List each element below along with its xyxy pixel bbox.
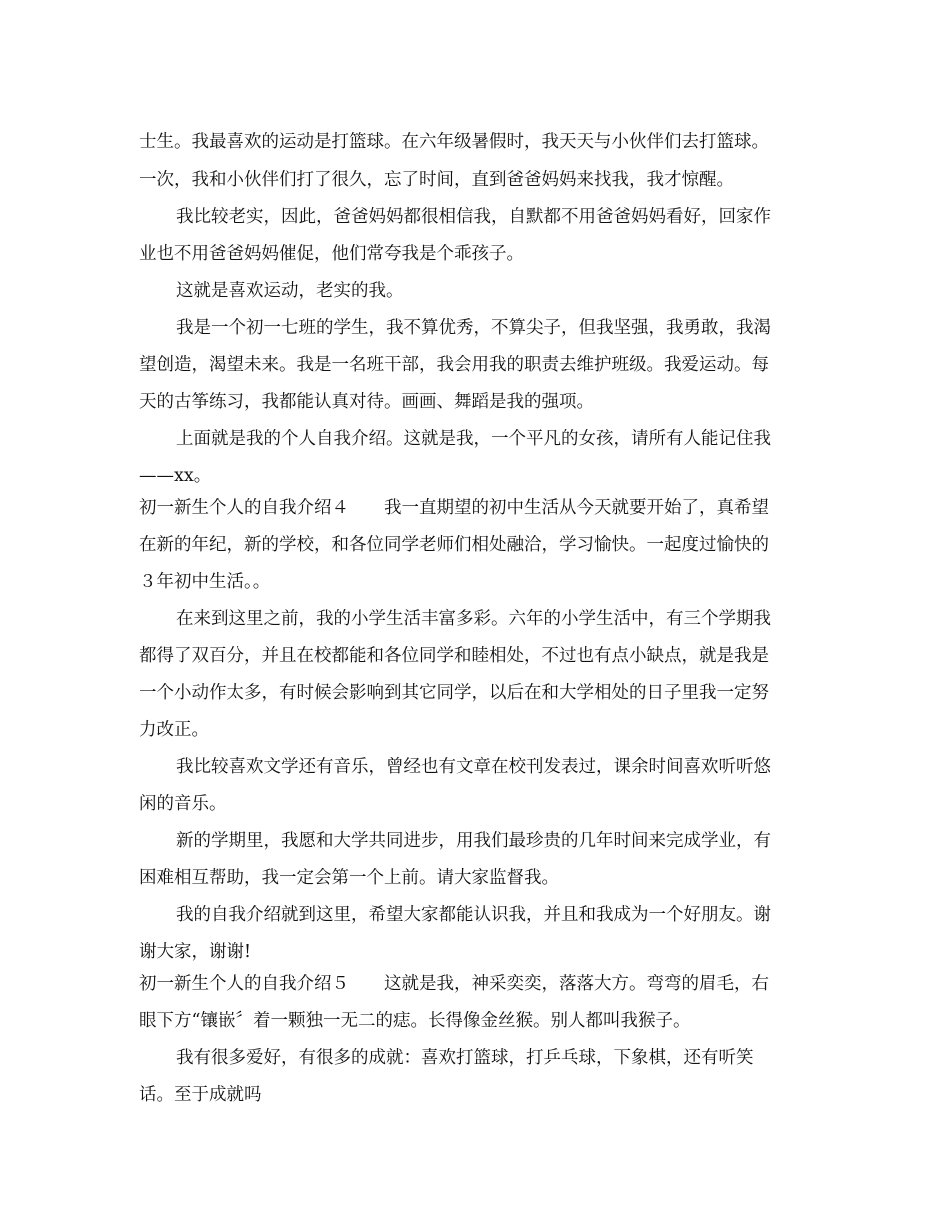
- text-line: 新的学期里，我愿和大学共同进步，用我们最珍贵的几年时间来完成学业，有: [176, 831, 771, 851]
- text-line: 话。至于成就吗: [139, 1085, 262, 1105]
- text-line: 一个小动作太多，有时候会影响到其它同学，以后在和大学相处的日子里我一定努: [139, 683, 769, 703]
- text-line: 我有很多爱好，有很多的成就：喜欢打篮球，打乒乓球，下象棋，还有听笑: [176, 1048, 754, 1068]
- text-line: 这就是喜欢运动，老实的我。: [176, 281, 404, 301]
- text-line: 在新的年纪，新的学校，和各位同学老师们相处融洽，学习愉快。一起度过愉快的: [139, 535, 769, 555]
- text-line: 我的自我介绍就到这里，希望大家都能认识我，并且和我成为一个好朋友。谢: [176, 905, 771, 925]
- text-line: 都得了双百分，并且在校都能和各位同学和睦相处，不过也有点小缺点，就是我是: [139, 646, 769, 666]
- text-line: 在来到这里之前，我的小学生活丰富多彩。六年的小学生活中，有三个学期我: [176, 609, 771, 629]
- text-line: 我比较老实，因此，爸爸妈妈都很相信我，自默都不用爸爸妈妈看好，回家作: [176, 207, 771, 227]
- text-line: 谢大家，谢谢!: [139, 942, 252, 962]
- text-line: 困难相互帮助，我一定会第一个上前。请大家监督我。: [139, 868, 559, 888]
- text-line: 天的古筝练习，我都能认真对待。画画、舞蹈是我的强项。: [139, 392, 594, 412]
- text-line: ３年初中生活。。: [139, 572, 271, 592]
- text-line: 我比较喜欢文学还有音乐，曾经也有文章在校刊发表过，课余时间喜欢听听悠: [176, 757, 771, 777]
- text-line: 士生。我最喜欢的运动是打篮球。在六年级暑假时，我天天与小伙伴们去打篮球。: [139, 132, 769, 152]
- text-line: ——xx。: [139, 466, 212, 486]
- text-line: 上面就是我的个人自我介绍。这就是我，一个平凡的女孩，请所有人能记住我: [176, 429, 771, 449]
- text-line: 眼下方“镶嵌〞着一颗独一无二的痣。长得像金丝猴。别人都叫我猴子。: [139, 1011, 691, 1031]
- text-line: 我是一个初一七班的学生，我不算优秀，不算尖子，但我坚强，我勇敢，我渴: [176, 318, 771, 338]
- text-line: 力改正。: [139, 720, 209, 740]
- text-line: 一次，我和小伙伴们打了很久，忘了时间，直到爸爸妈妈来找我，我才惊醒。: [139, 170, 734, 190]
- text-line: 业也不用爸爸妈妈催促，他们常夸我是个乖孩子。: [139, 244, 524, 264]
- section-heading-line: 初一新生个人的自我介绍４ 我一直期望的初中生活从今天就要开始了，真希望: [139, 498, 769, 518]
- text-line: 望创造，渴望未来。我是一名班干部，我会用我的职责去维护班级。我爱运动。每: [139, 355, 769, 375]
- section-heading-line: 初一新生个人的自我介绍５ 这就是我，神采奕奕，落落大方。弯弯的眉毛，右: [139, 974, 769, 994]
- text-line: 闲的音乐。: [139, 794, 227, 814]
